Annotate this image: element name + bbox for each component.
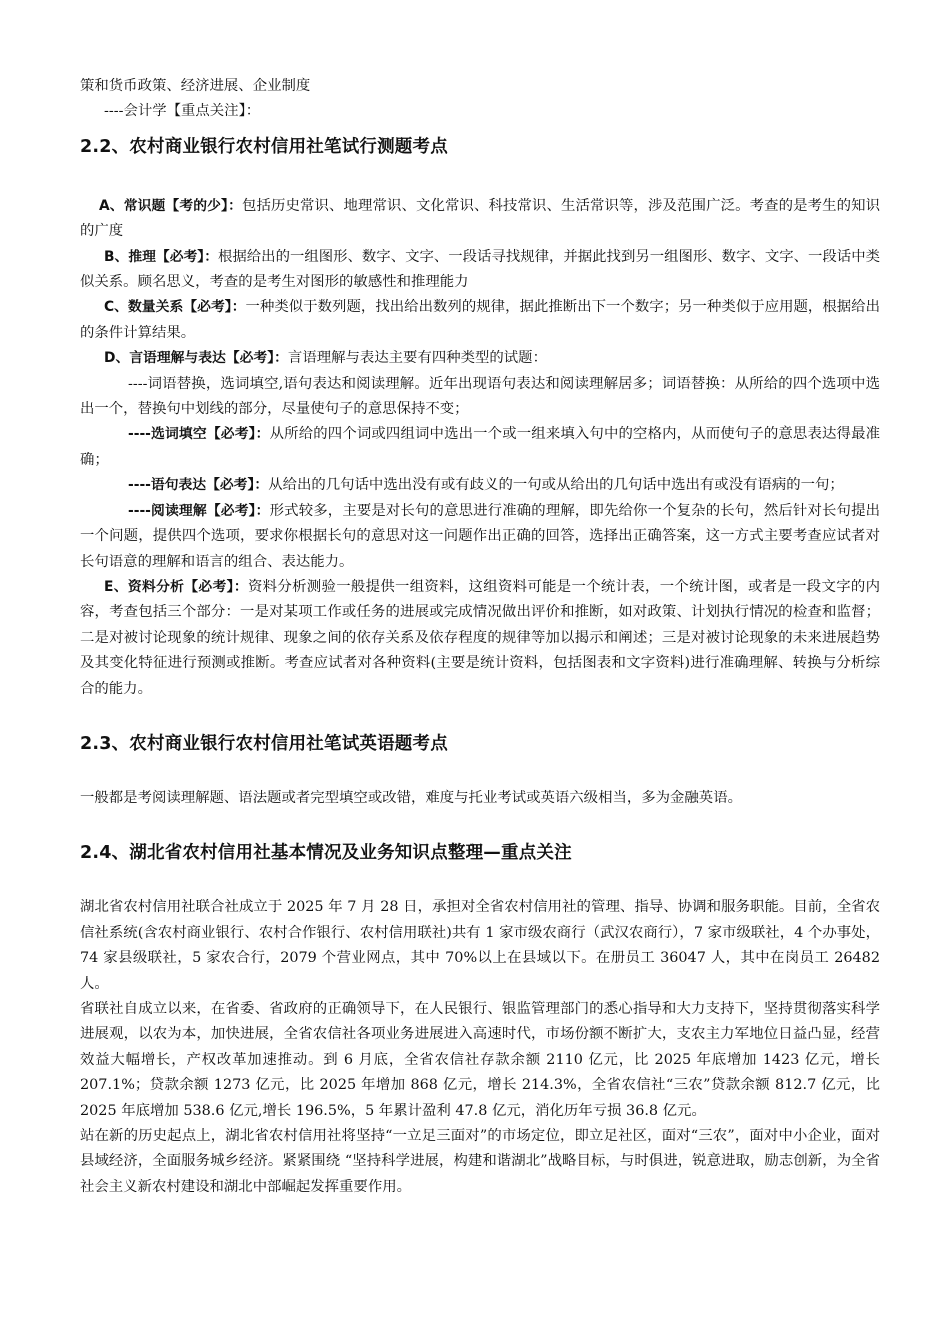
section-2-4-paragraph-2: 省联社自成立以来，在省委、省政府的正确领导下，在人民银行、银监管理部门的悉心指导和大力支持下，坚持贯彻落实科学进展观，以农为本，加快进展，全省农信社各项业务进展进入高速时代，市场份额不断扩大，支农主力军地位日益凸显，经营效益大幅增长，产权改革加速推动。到 6 月底，全省农信社存款余额 2110 亿元，比 2025 年底增加 1423 亿元，增长 207.1%；贷款余额 1273 亿元，比 2025 年增加 868 亿元，增长 214.3%，全省农信社“三农”贷款余额 812.7 亿元，比 2025 年底增加 538.6 亿元,增长 196.5%，5 年累计盈利 47.8 亿元，消化历年亏损 36.8 亿元。 — [80, 1000, 880, 1119]
item-d-sub3 — [80, 473, 880, 498]
item-d-sub2-text: 从所给的四个词或四组词中选出一个或一组来填入句中的空格内，从而使句子的意思表达得最准确； — [80, 426, 880, 468]
item-b-text: 根据给出的一组图形、数字、文字、一段话寻找规律，并据此找到另一组图形、数字、文字、一段话中类似关系。顾名思义，考查的是考生对图形的敏感性和推理能力 — [80, 248, 880, 291]
section-2-3-text: 一般都是考阅读理解题、语法题或者完型填空或改错，难度与托业考试或英语六级相当，多为金融英语。 — [80, 789, 742, 806]
item-d-sub2-label: ----选词填空【必考】： — [128, 426, 270, 443]
item-c-label: C、数量关系【必考】： — [104, 299, 246, 316]
item-d-sub4 — [80, 499, 880, 575]
item-e — [80, 575, 880, 702]
item-d-sub1: ----词语替换，选词填空,语句表达和阅读理解。近年出现语句表达和阅读理解居多；词语替换：从所给的四个选项中选出一个，替换句中划线的部分，尽量使句子的意思保持不变； — [80, 375, 880, 418]
section-heading-2-4: 2.4、湖北省农村信用社基本情况及业务知识点整理—重点关注 — [80, 843, 572, 864]
section-2-4-paragraph-1: 湖北省农村信用社联合社成立于 2025 年 7 月 28 日，承担对全省农村信用社的管理、指导、协调和服务职能。目前，全省农信社系统(含农村商业银行、农村合作银行、农村信用联社)共有 1 家市级农商行（武汉农商行），7 家市级联社，4 个办事处，74 家县级联社，5 家农合行，2079 个营业网点，其中 70%以上在县域以下。在册员工 36047 人，其中在岗员工 26482 人。 — [80, 899, 880, 992]
intro-line: 策和货币政策、经济进展、企业制度 — [80, 78, 311, 94]
item-b-label: B、推理【必考】： — [104, 248, 218, 265]
item-d-sub3-text: 从给出的几句话中选出没有或有歧义的一句或从给出的几句话中选出有或没有语病的一句； — [268, 477, 844, 494]
item-d-sub4-text: 形式较多，主要是对长句的意思进行准确的理解，即先给你一个复杂的长句，然后针对长句提出一个问题，提供四个选项，要求你根据长句的意思对这一问题作出正确的回答，选择出正确答案，这一方式主要考查应试者对长句语意的理解和语言的组合、表达能力。 — [80, 502, 880, 570]
item-e-label: E、资料分析【必考】： — [104, 578, 248, 595]
item-c — [80, 295, 880, 346]
item-d-label: D、言语理解与表达【必考】： — [104, 350, 288, 367]
section-heading-2-2: 2.2、农村商业银行农村信用社笔试行测题考点 — [80, 136, 448, 157]
item-c-text: 一种类似于数列题，找出给出数列的规律，据此推断出下一个数字；另一种类似于应用题，根据给出的条件计算结果。 — [80, 299, 880, 341]
document-body — [80, 74, 880, 1200]
item-d-sub2 — [80, 422, 880, 473]
item-b — [80, 245, 880, 296]
intro-accounting-line: ----会计学【重点关注】： — [104, 103, 261, 120]
item-a-label: A、常识题【考的少】： — [99, 197, 242, 214]
item-d — [80, 346, 880, 371]
section-heading-2-3: 2.3、农村商业银行农村信用社笔试英语题考点 — [80, 733, 448, 754]
item-e-text: 资料分析测验一般提供一组资料，这组资料可能是一个统计表，一个统计图，或者是一段文字的内容，考查包括三个部分：一是对某项工作或任务的进展或完成情况做出评价和推断，如对政策、计划执行情况的检查和监督；二是对被讨论现象的统计规律、现象之间的依存关系及依存程度的规律等加以揭示和阐述；三是对被讨论现象的未来进展趋势及其变化特征进行预测或推断。考查应试者对各种资料(主要是统计资料，包括图表和文字资料)进行准确理解、转换与分析综合的能力。 — [80, 578, 880, 697]
item-a — [80, 194, 880, 245]
section-2-4-paragraph-3: 站在新的历史起点上，湖北省农村信用社将坚持“一立足三面对”的市场定位，即立足社区，面对“三农”，面对中小企业，面对县域经济，全面服务城乡经济。紧紧围绕 “坚持科学进展，构建和谐湖北”战略目标，与时俱进，锐意进取，励志创新，为全省社会主义新农村建设和湖北中部崛起发挥重要作用。 — [80, 1128, 880, 1195]
item-a-text: 包括历史常识、地理常识、文化常识、科技常识、生活常识等，涉及范围广泛。考查的是考生的知识的广度 — [80, 197, 880, 240]
item-d-sub4-label: ----阅读理解【必考】： — [128, 502, 270, 519]
item-d-text: 言语理解与表达主要有四种类型的试题： — [287, 350, 547, 367]
item-d-sub3-label: ----语句表达【必考】： — [128, 477, 269, 494]
